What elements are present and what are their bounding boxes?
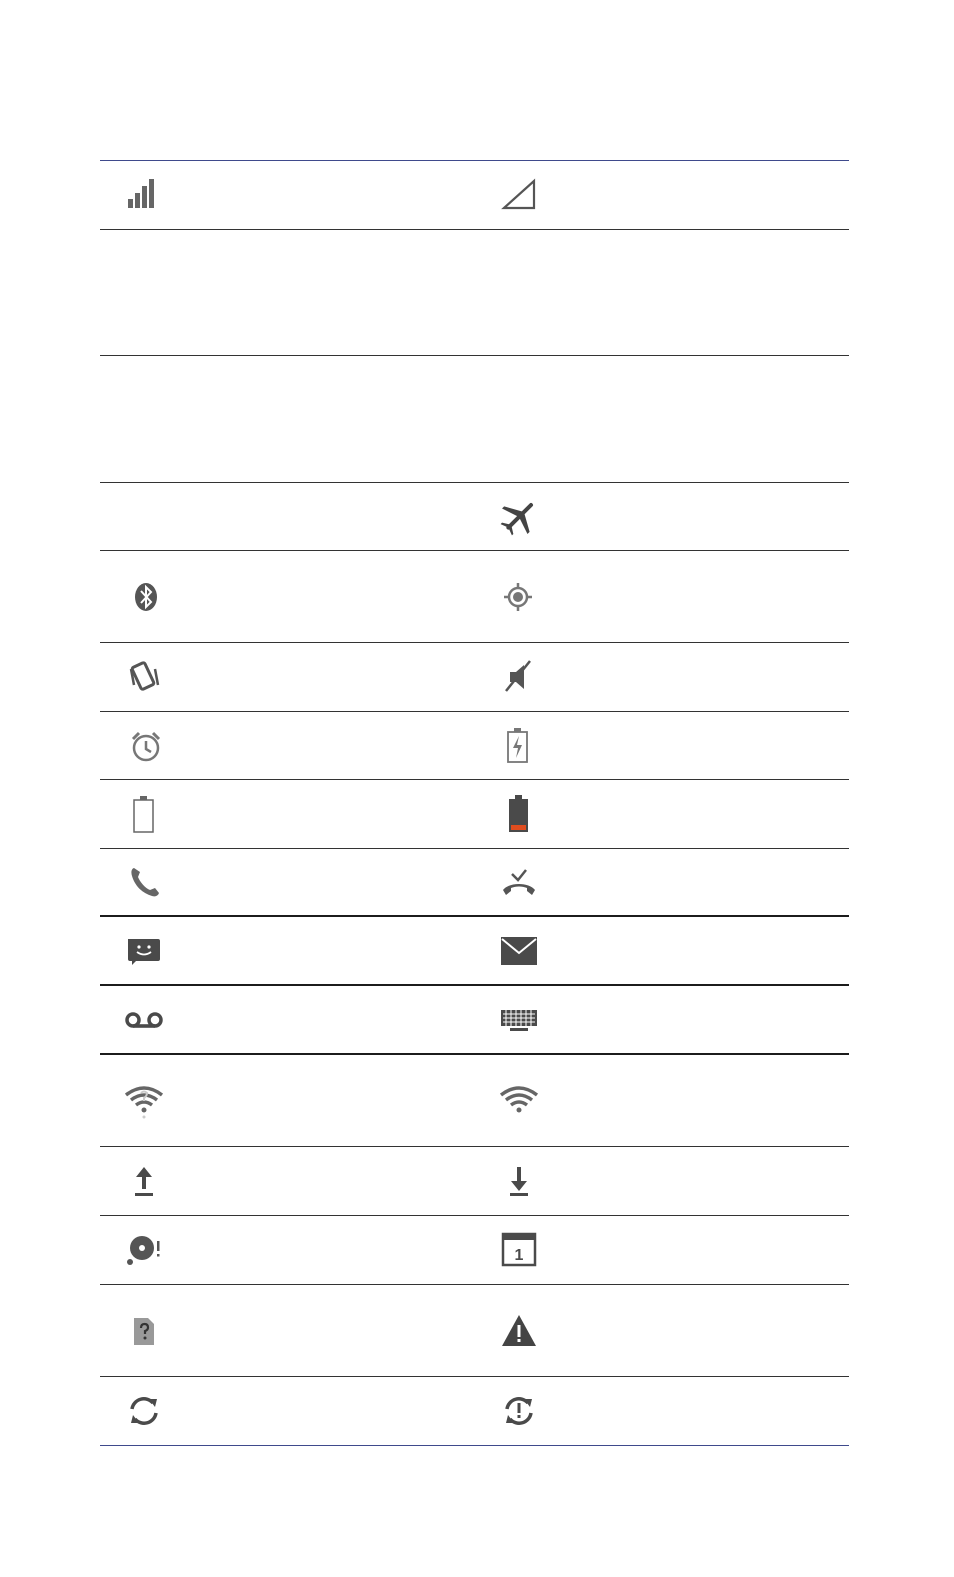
- keyboard-icon: [497, 998, 541, 1042]
- calendar-event-icon: [497, 1228, 541, 1272]
- missed-call-icon: [497, 860, 541, 904]
- sync-icon: [122, 1389, 166, 1433]
- uploading-icon: [122, 1159, 166, 1203]
- gps-location-icon: [497, 575, 541, 619]
- table-row: [100, 712, 849, 780]
- table-row: [100, 1216, 849, 1285]
- new-message-icon: [122, 929, 166, 973]
- table-row: [100, 780, 849, 849]
- table-row: [100, 849, 849, 917]
- bluetooth-icon: [122, 575, 166, 619]
- sync-failed-icon: [497, 1389, 541, 1433]
- alarm-icon: [122, 724, 166, 768]
- downloading-icon: [497, 1159, 541, 1203]
- table-row: [100, 483, 849, 551]
- vibration-mode-icon: [122, 655, 166, 699]
- no-sim-icon: [122, 1309, 166, 1353]
- no-signal-icon: [497, 173, 541, 217]
- warning-icon: [497, 1309, 541, 1353]
- table-row: [100, 917, 849, 986]
- table-row: [100, 551, 849, 643]
- calendar-day-label: 1: [514, 1247, 524, 1264]
- call-in-progress-icon: [122, 860, 166, 904]
- table-row: [100, 161, 849, 230]
- voicemail-icon: [122, 998, 166, 1042]
- battery-full-icon: [122, 792, 166, 836]
- new-email-icon: [497, 929, 541, 973]
- wifi-available-icon: [122, 1079, 166, 1123]
- wifi-connected-icon: [497, 1079, 541, 1123]
- status-icons-table: [100, 160, 849, 1446]
- table-row: [100, 986, 849, 1055]
- table-row: [100, 1377, 849, 1445]
- airplane-mode-icon: [497, 495, 541, 539]
- table-row: [100, 230, 849, 356]
- battery-low-icon: [497, 792, 541, 836]
- battery-charging-icon: [497, 724, 541, 768]
- table-row: [100, 1147, 849, 1216]
- signal-strength-icon: [122, 173, 166, 217]
- table-row: [100, 643, 849, 712]
- table-row: [100, 356, 849, 483]
- silent-mode-icon: [497, 655, 541, 699]
- table-row: [100, 1285, 849, 1377]
- storage-full-icon: [122, 1228, 166, 1272]
- table-row: [100, 1055, 849, 1147]
